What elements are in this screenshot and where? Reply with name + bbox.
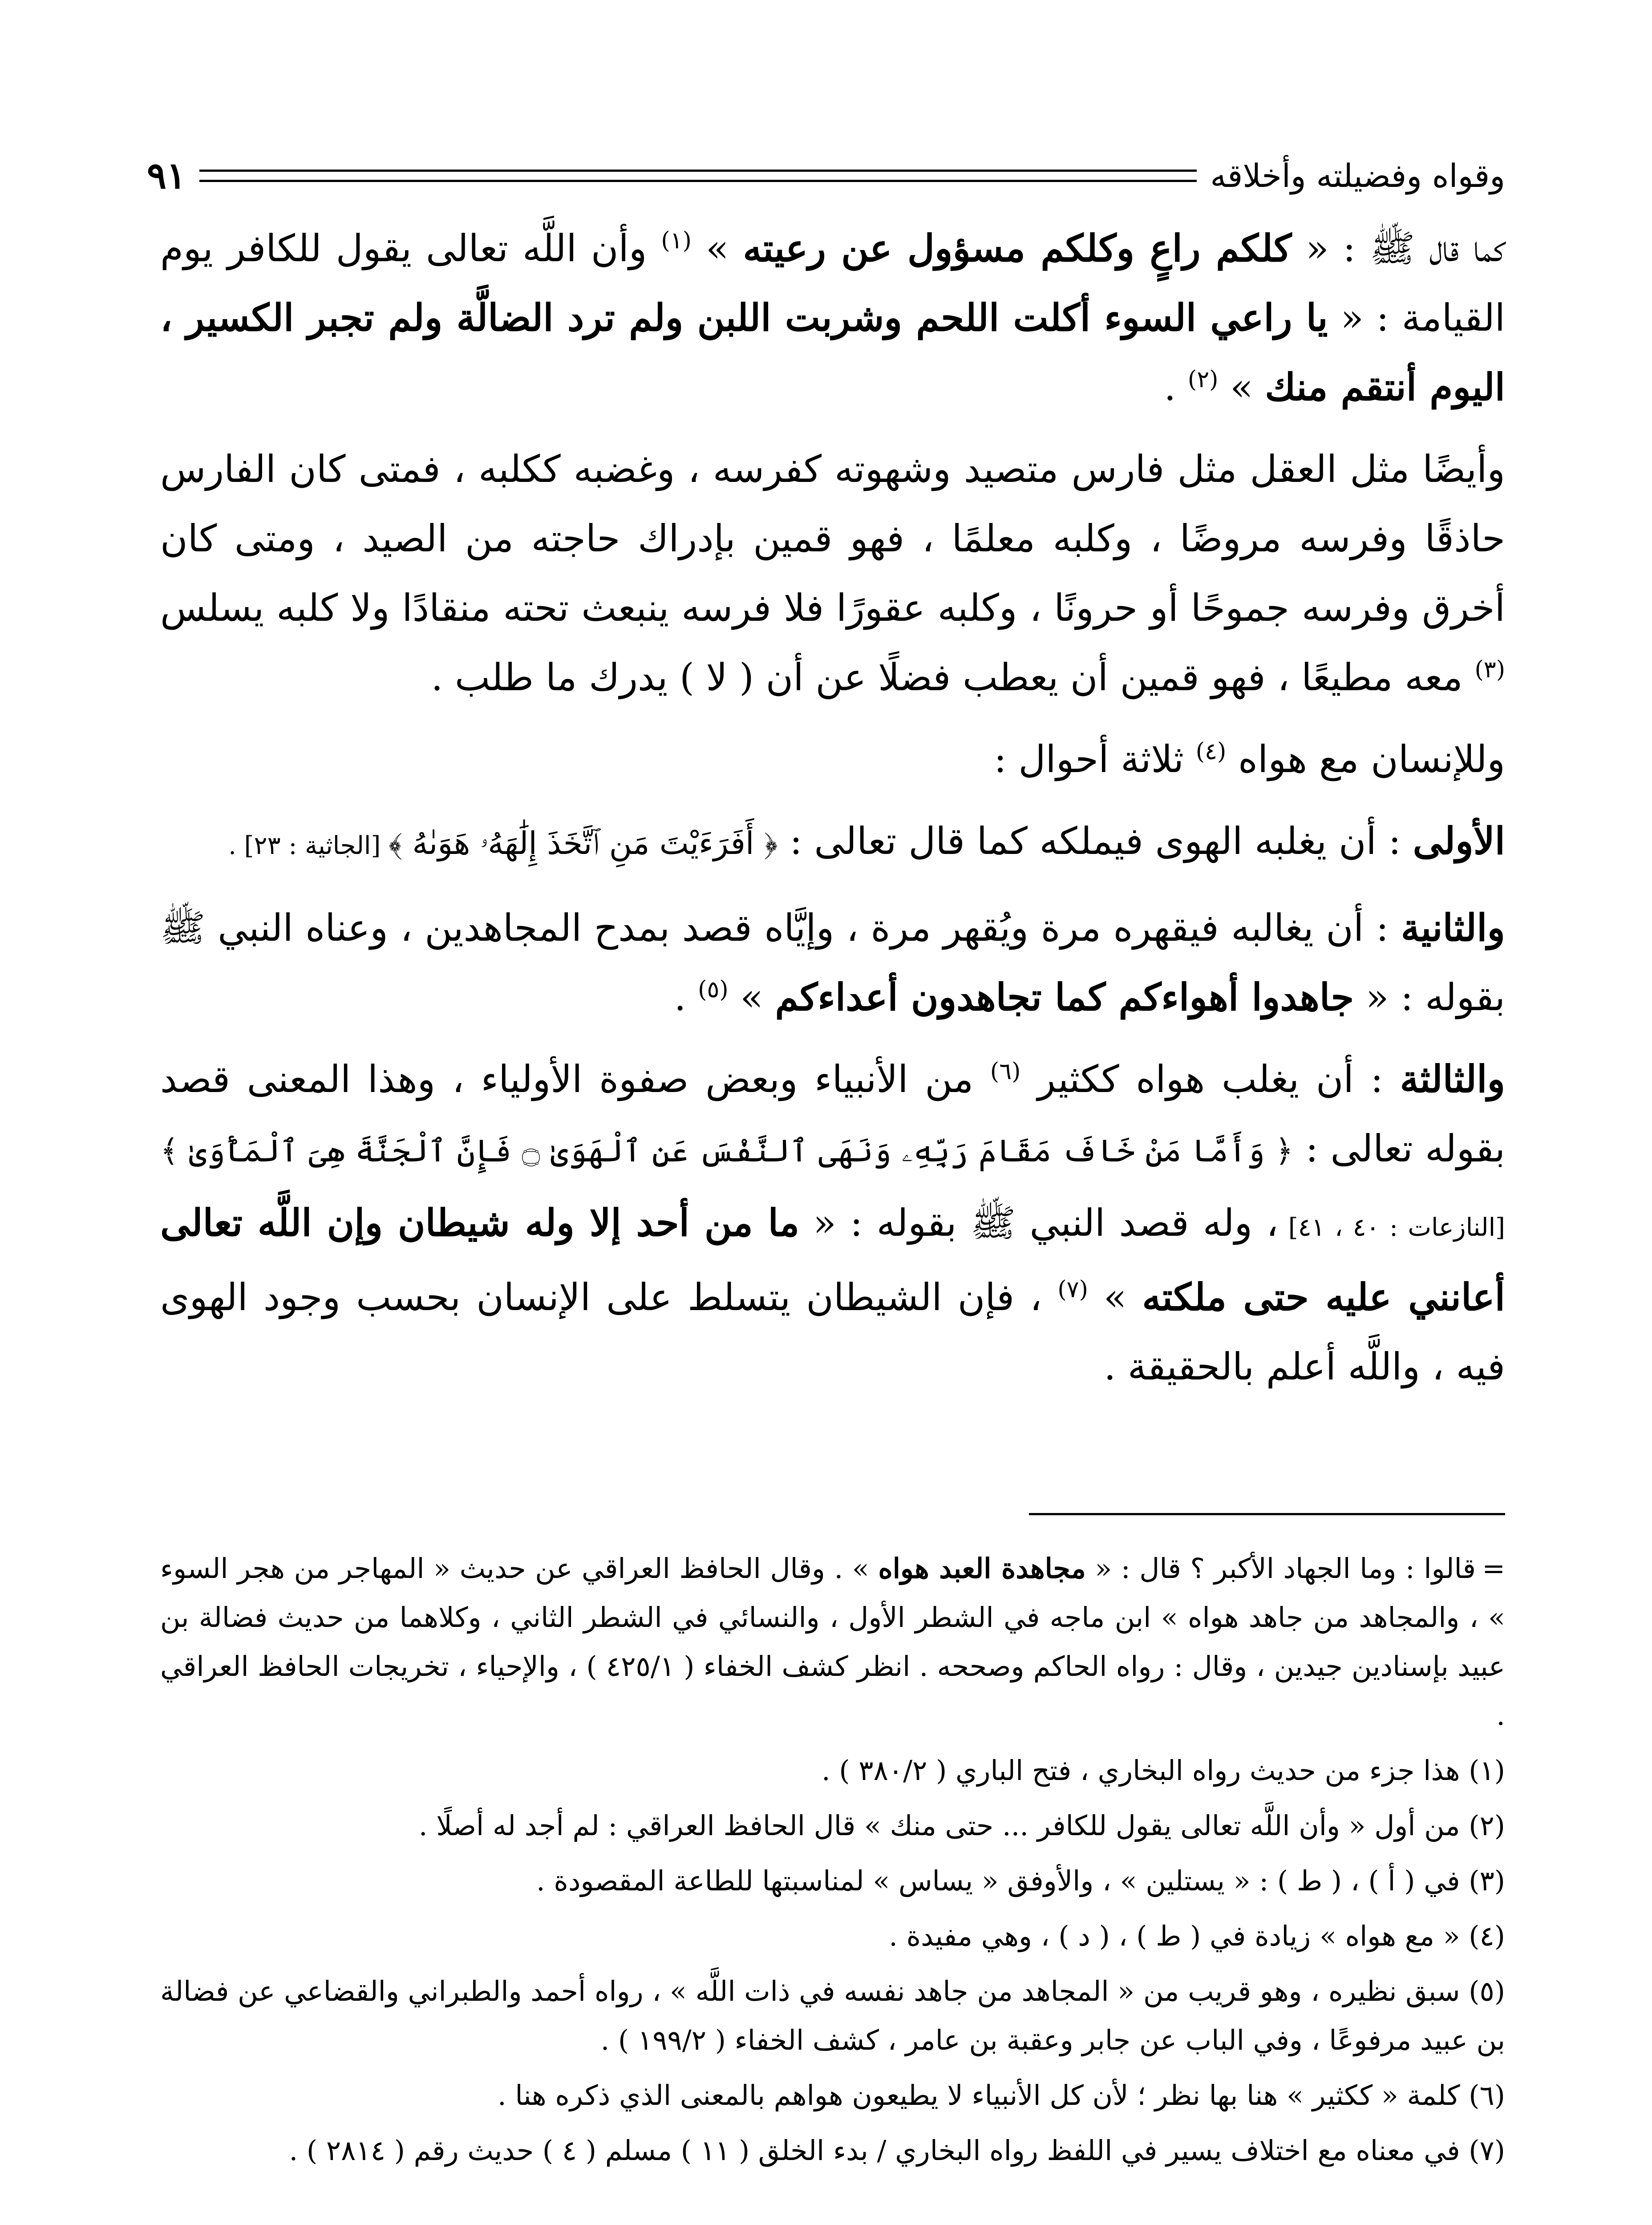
text-run: وأن اللَّه تعالى يقول للكافر يوم القيامة : «: [160, 227, 1505, 340]
continuation-mark: =: [1482, 1552, 1506, 1585]
hadith-quote: جاهدوا أهواءكم كما تجاهدون أعداءكم: [775, 975, 1354, 1019]
footnote-ref: (٢): [1187, 366, 1219, 393]
verse-reference: [الجاثية : ٢٣] .: [228, 831, 389, 860]
text-run: »: [1088, 1275, 1142, 1319]
text-run: ، وله قصد النبي ﷺ بقوله : «: [799, 1201, 1279, 1245]
footnote-2: (٢) من أول « وأن اللَّه تعالى يقول للكافر ... حتى منك » قال الحافظ العراقي : لم أجد له أصلًا .: [418, 1809, 1505, 1842]
hadith-quote: كلكم راعٍ وكلكم مسؤول عن رعيته: [743, 226, 1292, 270]
text-run: ، فإن الشيطان يتسلط على الإنسان بحسب وجود الهوى فيه ، واللَّه أعلم بالحقيقة .: [160, 1275, 1505, 1388]
footnote-ref: (٤): [1195, 738, 1227, 765]
hadith-quote: يا راعي السوء أكلت اللحم وشربت اللبن ولم ترد الضالَّة ولم تجبر الكسير ، اليوم أنتقم منك: [160, 295, 1505, 409]
state-label: الأولى: [1413, 819, 1505, 863]
paragraph-3: [160, 724, 1505, 794]
footnote-4: (٤) « مع هواه » زيادة في ( ط ) ، ( د ) ، وهي مفيدة .: [889, 1920, 1505, 1952]
text-run: وللإنسان مع هواه: [1226, 737, 1505, 781]
paragraph-2: [160, 434, 1505, 712]
text-run: : أن يغالبه فيقهره مرة ويُقهر مرة ، وإيَّاه قصد بمدح المجاهدين ، وعناه النبي ﷺ بقوله : «: [160, 906, 1505, 1019]
footnotes: [160, 1544, 1505, 2181]
footnote-1: (١) هذا جزء من حديث رواه البخاري ، فتح الباري ( ٣٨٠/٢ ) .: [821, 1754, 1505, 1787]
text-run: »: [691, 227, 743, 270]
paragraph-6: [160, 1044, 1505, 1401]
footnote-ref: (٧): [1057, 1276, 1088, 1303]
footnote-3: (٣) في ( أ ) ، ( ط ) : « يستلين » ، والأوفق « يساس » لمناسبتها للطاعة المقصودة .: [536, 1865, 1505, 1897]
footnote-5: (٥) سبق نظيره ، وهو قريب من « المجاهد من جاهد نفسه في ذات اللَّه » ، رواه أحمد والطبراني والقضاعي عن فضالة بن عبيد مرفوعًا ، وفي الباب عن جابر وعقبة بن عامر ، كشف الخفاء ( ١٩٩/٢ ) .: [160, 1975, 1505, 2056]
hadith-quote: ما من أحد إلا وله شيطان وإن اللَّه تعالى أعانني عليه حتى ملكته: [160, 1201, 1506, 1319]
paragraph-5: [160, 893, 1505, 1032]
text-run: معه مطيعًا ، فهو قمين أن يعطب فضلًا عن أن ( لا ) يدرك ما طلب .: [431, 655, 1475, 699]
running-head: وقواه وفضيلته وأخلاقه: [1210, 157, 1505, 194]
text-run: قالوا : وما الجهاد الأكبر ؟ قال : «: [1085, 1552, 1476, 1585]
verse-reference: [النازعات : ٤٠ ، ٤١]: [1278, 1213, 1505, 1242]
footnote-ref: (١): [661, 227, 692, 254]
page-header: [147, 151, 1505, 200]
text-run: » . وقال الحافظ العراقي عن حديث « المهاجر من هجر السوء » ، والمجاهد من جاهد هواه » ابن ماجه في الشطر الأول ، والنسائي في الشطر الثاني ، وكلاهما من حديث فضالة بن عبيد بإسنادين جيدين ، وقال : رواه الحاكم وصححه . انظر كشف الخفاء ( ٤٢٥/١ ) ، والإحياء ، تخريجات الحافظ العراقي .: [160, 1552, 1505, 1731]
text-run: .: [1164, 365, 1188, 409]
footnote-ref: (٣): [1474, 656, 1505, 683]
footnote-continuation: [160, 1544, 1505, 1740]
footnote-6: (٦) كلمة « ككثير » هنا بها نظر ؛ لأن كل الأنبياء لا يطيعون هواهم بالمعنى الذي ذكره هنا .: [498, 2079, 1505, 2112]
state-label: والثالثة: [1400, 1057, 1506, 1101]
footnote-7: (٧) في معناه مع اختلاف يسير في اللفظ رواه البخاري / بدء الخلق ( ١١ ) مسلم ( ٤ ) حديث رقم ( ٢٨١٤ ) .: [289, 2134, 1505, 2167]
footnote-separator: [1029, 1513, 1505, 1515]
text-run: .: [674, 975, 698, 1019]
quran-verse: ﴿ وَأَمَّا مَنْ خَافَ مَقَامَ رَبِّهِۦ وَنَهَى ٱلنَّفْسَ عَنِ ٱلْهَوَىٰ ۝ فَإِنَّ ٱلْجَنَّةَ هِىَ ٱلْمَأْوَىٰ ﴾: [160, 1133, 1294, 1169]
text-run: كما قال ﷺ : «: [1292, 227, 1505, 270]
text-run: : أن يغلب هواه ككثير: [1020, 1057, 1400, 1101]
main-text: [160, 214, 1505, 1414]
footnote-ref: (٥): [698, 976, 729, 1003]
paragraph-1: [160, 214, 1505, 422]
state-label: والثانية: [1401, 906, 1505, 950]
footnote-ref: (٦): [990, 1058, 1021, 1085]
page-number: ٩١: [147, 154, 186, 197]
text-run: ثلاثة أحوال :: [994, 737, 1196, 781]
text-run: »: [728, 975, 775, 1019]
text-run: »: [1218, 365, 1265, 409]
text-run: من الأنبياء وبعض صفوة الأولياء ، وهذا المعنى قصد بقوله تعالى :: [160, 1057, 1505, 1170]
text-run: وأيضًا مثل العقل مثل فارس متصيد وشهوته كفرسه ، وغضبه ككلبه ، فمتى كان الفارس حاذقًا وفرسه مروضًا ، وكلبه معلمًا ، فهو قمين بإدراك حاجته من الصيد ، ومتى كان أخرق وفرسه جموحًا أو حرونًا ، وكلبه عقورًا فلا فرسه ينبعث تحته منقادًا ولا كلبه يسلس: [160, 447, 1505, 630]
quran-verse: ﴿ أَفَرَءَيْتَ مَنِ ٱتَّخَذَ إِلَٰهَهُۥ هَوَىٰهُ ﴾: [389, 825, 778, 862]
hadith-quote: مجاهدة العبد هواه: [878, 1552, 1086, 1585]
paragraph-4: [160, 806, 1505, 881]
text-run: : أن يغلبه الهوى فيملكه كما قال تعالى :: [777, 819, 1413, 863]
header-rule: [199, 170, 1197, 182]
